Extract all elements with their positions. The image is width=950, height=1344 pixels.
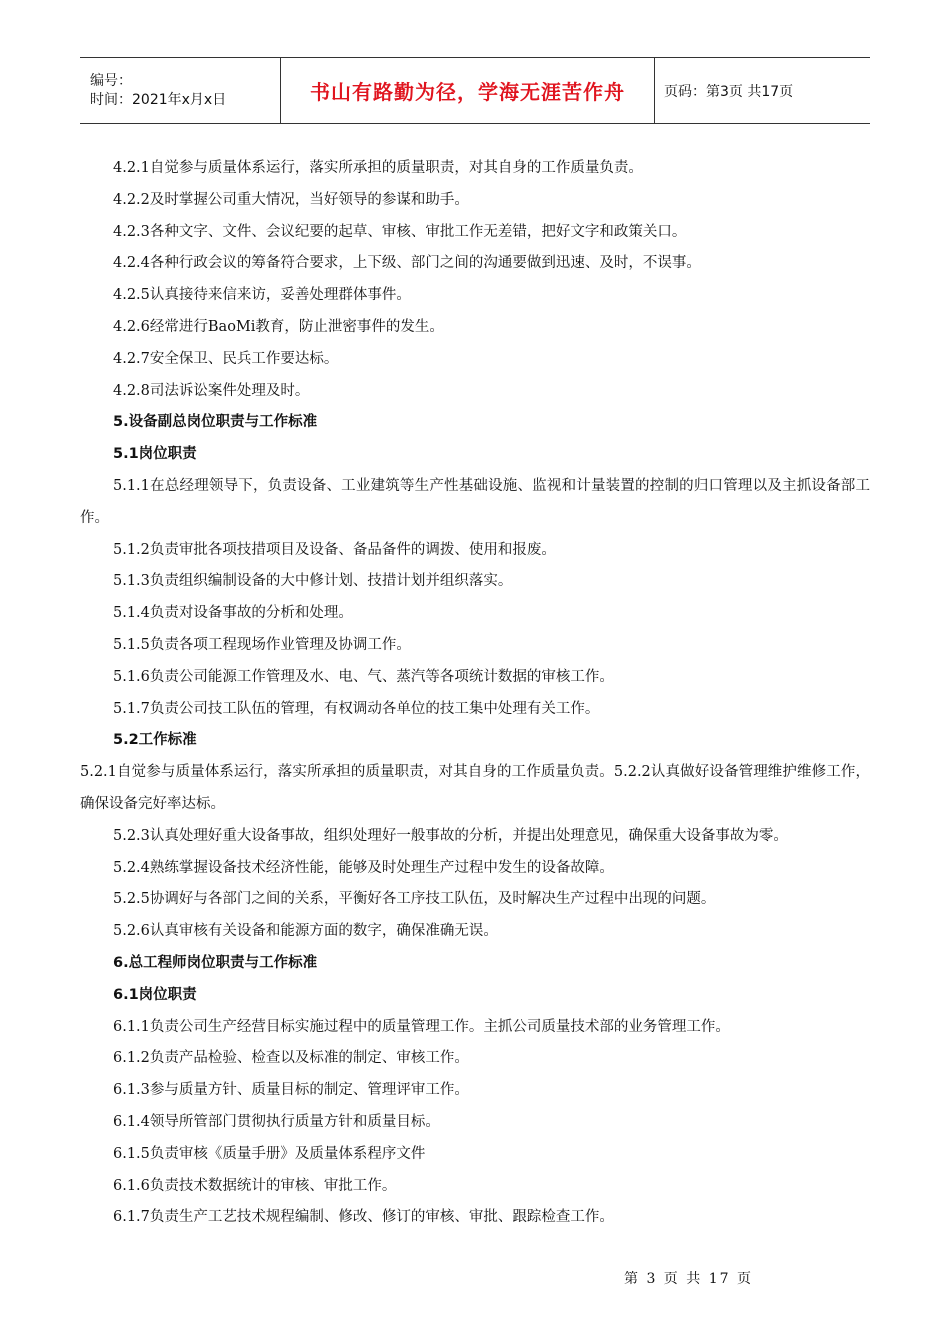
body-paragraph: 5.1.5负责各项工程现场作业管理及协调工作。 xyxy=(113,636,411,653)
body-paragraph: 6.1.5负责审核《质量手册》及质量体系程序文件 xyxy=(113,1145,426,1162)
body-paragraph: 4.2.7安全保卫、民兵工作要达标。 xyxy=(113,350,339,367)
body-paragraph: 5.2.6认真审核有关设备和能源方面的数字，确保准确无误。 xyxy=(113,923,498,940)
body-paragraph: 5.2.3认真处理好重大设备事故，组织处理好一般事故的分析，并提出处理意见，确保重大设备事故为零。 xyxy=(113,827,788,844)
body-paragraph: 4.2.1自觉参与质量体系运行，落实所承担的质量职责，对其自身的工作质量负责。 xyxy=(113,160,643,176)
body-paragraph: 4.2.6经常进行BaoMi教育，防止泄密事件的发生。 xyxy=(113,318,444,335)
body-paragraph: 5.2.5协调好与各部门之间的关系，平衡好各工序技工队伍，及时解决生产过程中出现的问题。 xyxy=(113,891,716,908)
body-paragraph: 6.1.7负责生产工艺技术规程编制、修改、修订的审核、审批、跟踪检查工作。 xyxy=(113,1209,614,1226)
section-heading: 5.2工作标准 xyxy=(113,732,197,749)
document-time-label: 时间：2021年x月x日 xyxy=(90,91,227,108)
body-paragraph: 4.2.8司法诉讼案件处理及时。 xyxy=(113,382,310,399)
body-paragraph: 5.1.2负责审批各项技措项目及设备、备品备件的调拨、使用和报废。 xyxy=(113,541,556,558)
header-motto: 书山有路勤为径，学海无涯苦作舟 xyxy=(281,58,655,123)
body-paragraph: 5.2.1自觉参与质量体系运行，落实所承担的质量职责，对其自身的工作质量负责。5.2.2认真做好设备管理维护维修工作，确保设备完好率达标。 xyxy=(80,764,870,812)
body-paragraph: 5.1.3负责组织编制设备的大中修计划、技措计划并组织落实。 xyxy=(113,573,513,590)
body-paragraph: 6.1.6负责技术数据统计的审核、审批工作。 xyxy=(113,1177,397,1194)
page-header xyxy=(80,57,870,124)
body-paragraph: 5.1.6负责公司能源工作管理及水、电、气、蒸汽等各项统计数据的审核工作。 xyxy=(113,668,614,685)
body-paragraph: 6.1.3参与质量方针、质量目标的制定、管理评审工作。 xyxy=(113,1082,469,1099)
document-code-label: 编号： xyxy=(90,72,132,89)
body-paragraph: 6.1.1负责公司生产经营目标实施过程中的质量管理工作。主抓公司质量技术部的业务管理工作。 xyxy=(113,1018,730,1035)
header-page-info: 页码：第3页 共17页 xyxy=(664,83,794,100)
body-paragraph: 6.1.4领导所管部门贯彻执行质量方针和质量目标。 xyxy=(113,1113,440,1130)
body-paragraph: 5.2.4熟练掌握设备技术经济性能，能够及时处理生产过程中发生的设备故障。 xyxy=(113,859,614,876)
body-paragraph: 5.1.4负责对设备事故的分析和处理。 xyxy=(113,605,353,622)
document-body xyxy=(80,153,870,1234)
header-meta xyxy=(80,58,281,123)
page-footer: 第 3 页 共 17 页 xyxy=(624,1271,753,1287)
body-paragraph: 4.2.3各种文字、文件、会议纪要的起草、审核、审批工作无差错，把好文字和政策关口。 xyxy=(113,223,687,240)
body-paragraph: 5.1.1在总经理领导下，负责设备、工业建筑等生产性基础设施、监视和计量装置的控制的归口管理以及主抓设备部工作。 xyxy=(80,477,870,526)
section-heading: 5.1岗位职责 xyxy=(113,446,197,463)
body-paragraph: 6.1.2负责产品检验、检查以及标准的制定、审核工作。 xyxy=(113,1050,469,1067)
body-paragraph: 4.2.4各种行政会议的筹备符合要求，上下级、部门之间的沟通要做到迅速、及时，不误事。 xyxy=(113,255,701,272)
section-heading: 5.设备副总岗位职责与工作标准 xyxy=(113,414,318,431)
section-heading: 6.1岗位职责 xyxy=(113,986,197,1003)
body-paragraph: 5.1.7负责公司技工队伍的管理，有权调动各单位的技工集中处理有关工作。 xyxy=(113,700,600,717)
body-paragraph: 4.2.2及时掌握公司重大情况，当好领导的参谋和助手。 xyxy=(113,191,469,208)
section-heading: 6.总工程师岗位职责与工作标准 xyxy=(113,954,318,971)
body-paragraph: 4.2.5认真接待来信来访，妥善处理群体事件。 xyxy=(113,287,411,304)
